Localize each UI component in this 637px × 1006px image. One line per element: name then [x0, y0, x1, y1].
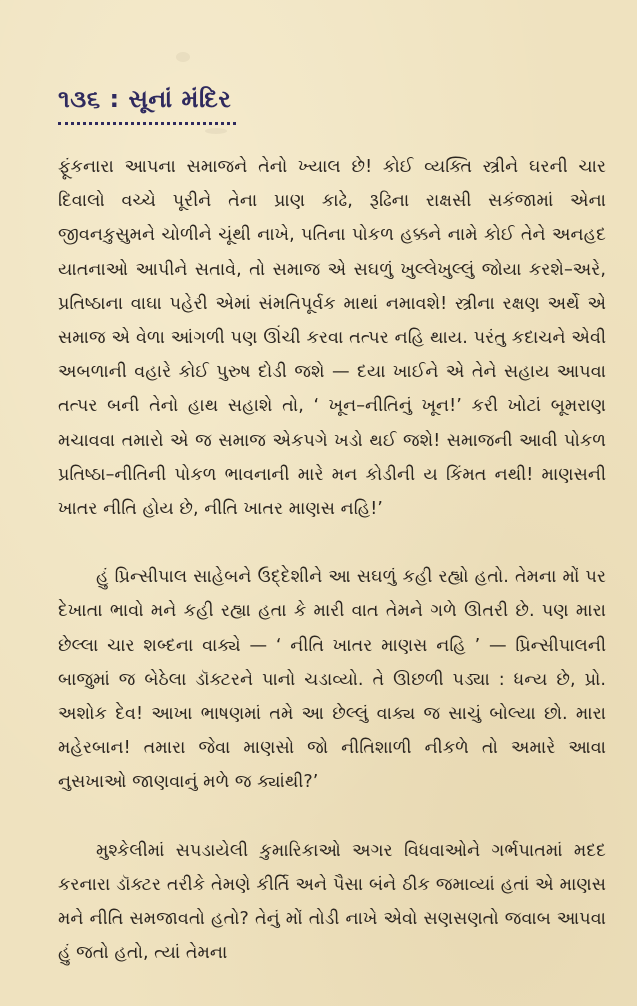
page-header — [58, 84, 298, 125]
paragraph-3: મુશ્કેલીમાં સપડાયેલી કુમારિકાઓ અગર વિધવાઓને ગર્ભપાતમાં મદદ કરનારા ડૉક્ટર તરીકે તેમણે કીર્તિ અને પૈસા બંને ઠીક જમાવ્યાં હતાં એ માણસ મને નીતિ સમજાવતો હતો? તેનું મોં તોડી નાખે એવો સણસણતો જવાબ આપવા હું જતો હતો, ત્યાં તેમના — [58, 840, 606, 964]
page-number-and-title: ૧૩૬ : સૂનાં મંદિર — [58, 85, 232, 113]
header-dotted-rule — [58, 122, 236, 125]
paragraph-1: ફૂંકનારા આપના સમાજને તેનો ખ્યાલ છે! કોઈ વ્યક્તિ સ્ત્રીને ઘરની ચાર દિવાલો વચ્ચે પૂરીને તેના પ્રાણ કાઢે, રૂઢિના રાક્ષસી સકંજામાં એના જીવનકુસુમને ચોળીને ચૂંથી નાખે, પતિના પોકળ હક્કને નામે કોઈ તેને અનહદ યાતનાઓ આપીને સતાવે, તો સમાજ એ સઘળું ખુલ્લેખુલ્લું જોયા કરશે–અરે, પ્રતિષ્ઠાના વાઘા પહેરી એમાં સંમતિપૂર્વક માથાં નમાવશે! સ્ત્રીના રક્ષણ અર્થે એ સમાજ એ વેળા આંગળી પણ ઊંચી કરવા તત્પર નહિ થાય. પરંતુ કદાચને એવી અબળાની વહારે કોઈ પુરુષ દોડી જશે — દયા ખાઈને એ તેને સહાય આપવા તત્પર બની તેનો હાથ સહાશે તો, ‘ ખૂન–નીતિનું ખૂન!’ કરી ખોટાં બૂમરાણ મચાવવા તમારો એ જ સમાજ એકપગે ખડો થઈ જશે! સમાજની આવી પોકળ પ્રતિષ્ઠા–નીતિની પોકળ ભાવનાની મારે મન કોડીની ય કિંમત નથી! માણસની ખાતર નીતિ હોય છે, નીતિ ખાતર માણસ નહિ!’ — [58, 157, 606, 520]
paragraph-2: હું પ્રિન્સીપાલ સાહેબને ઉદ્દેશીને આ સઘળું કહી રહ્યો હતો. તેમના મોં પર દેખાતા ભાવો મને કહી રહ્યા હતા કે મારી વાત તેમને ગળે ઊતરી છે. પણ મારા છેલ્લા ચાર શબ્દના વાક્યે — ‘ નીતિ ખાતર માણસ નહિ ’ — પ્રિન્સીપાલની બાજુમાં જ બેઠેલા ડૉક્ટરને પાનો ચડાવ્યો. તે ઊછળી પડ્યા : ધન્ય છે, પ્રો. અશોક દેવ! આખા ભાષણમાં તમે આ છેલ્લું વાક્ય જ સાચું બોલ્યા છો. મારા મહેરબાન! તમારા જેવા માણસો જો નીતિશાળી નીકળે તો અમારે આવા નુસખાઓ જાણવાનું મળે જ ક્યાંથી?’ — [58, 567, 606, 793]
paper-smudge — [205, 128, 227, 134]
body-text — [58, 150, 606, 970]
paper-smudge — [176, 52, 190, 62]
